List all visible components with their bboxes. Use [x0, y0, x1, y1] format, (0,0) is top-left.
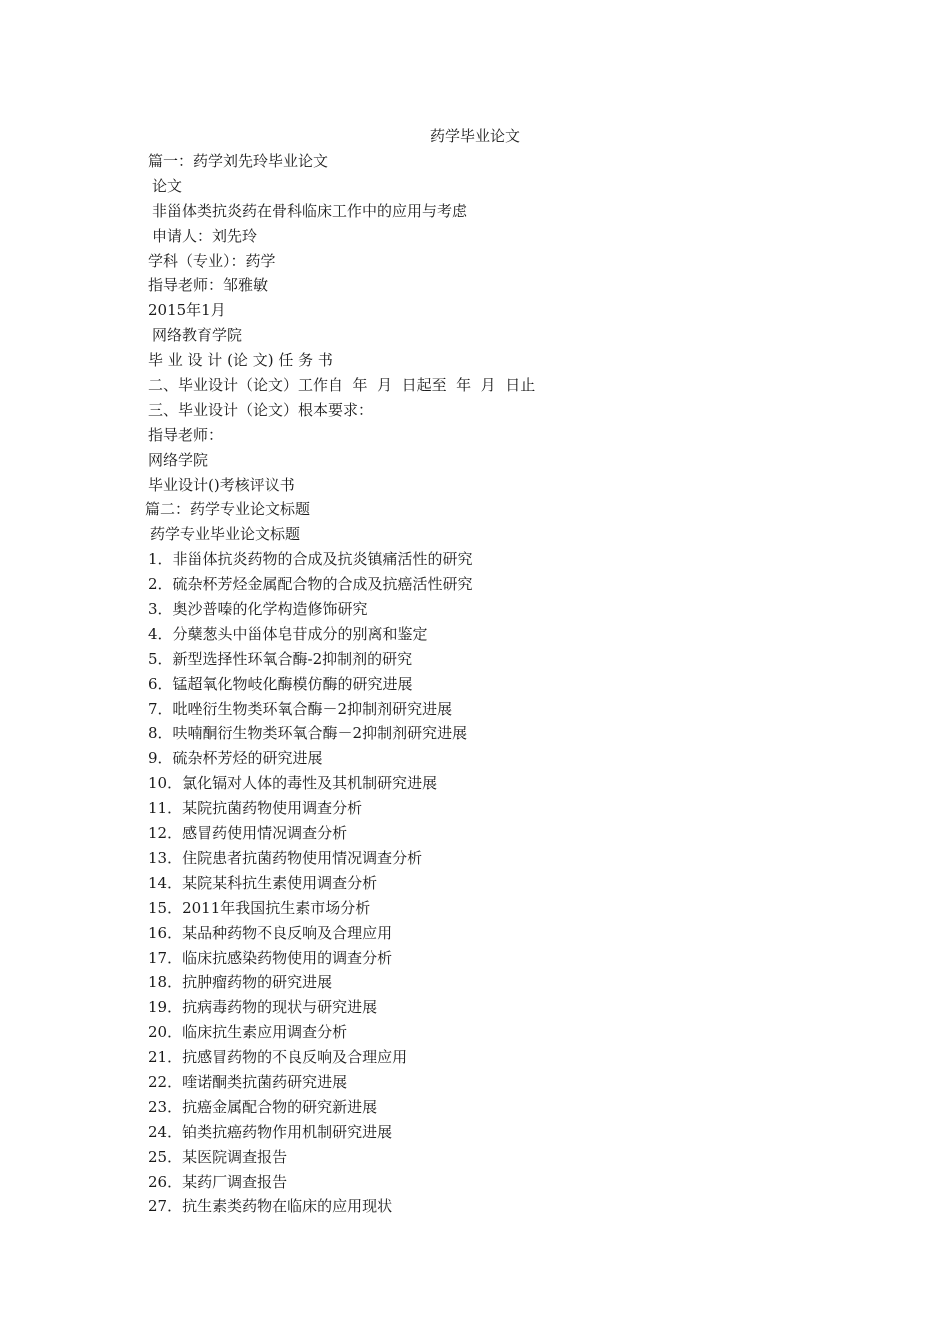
list-item: 13．住院患者抗菌药物使用情况调查分析	[148, 848, 423, 867]
list-heading: 药学专业毕业论文标题	[150, 525, 301, 544]
document-title-text: 药学毕业论文	[429, 127, 520, 145]
college-line: 网络教育学院	[152, 326, 243, 345]
list-item: 26．某药厂调查报告	[148, 1172, 288, 1191]
applicant-line: 申请人：刘先玲	[152, 226, 258, 245]
subject-line: 学科（专业）：药学	[148, 251, 276, 270]
section-heading-1: 篇一：药学刘先玲毕业论文	[148, 152, 329, 170]
task-book-heading: 毕 业 设 计 (论 文) 任 务 书	[148, 351, 333, 370]
list-item: 22．喹诺酮类抗菌药研究进展	[148, 1072, 348, 1091]
list-item: 15．2011年我国抗生素市场分析	[148, 898, 371, 917]
thesis-title: 非甾体类抗炎药在骨科临床工作中的应用与考虑	[152, 201, 468, 220]
document-body	[145, 151, 848, 1221]
text-line: 网络学院	[148, 450, 209, 469]
text-line: 毕业设计()考核评议书	[148, 475, 295, 494]
list-item: 18．抗肿瘤药物的研究进展	[148, 973, 333, 992]
date-line: 2015年1月	[148, 301, 226, 320]
list-item: 12．感冒药使用情况调查分析	[148, 824, 348, 843]
list-item: 27．抗生素类药物在临床的应用现状	[148, 1197, 393, 1216]
list-item: 17．临床抗感染药物使用的调查分析	[148, 948, 393, 967]
list-item: 23．抗癌金属配合物的研究新进展	[148, 1097, 378, 1116]
list-item: 21．抗感冒药物的不良反响及合理应用	[148, 1048, 408, 1067]
list-item: 24．铂类抗癌药物作用机制研究进展	[148, 1122, 393, 1141]
list-item: 3．奥沙普嗪的化学构造修饰研究	[148, 600, 368, 619]
advisor-line: 指导老师：邹雅敏	[148, 276, 269, 295]
text-line: 二、毕业设计（论文）工作自 年 月 日起至 年 月 日止	[148, 376, 536, 395]
list-item: 2．硫杂杯芳烃金属配合物的合成及抗癌活性研究	[148, 575, 473, 594]
list-item: 5．新型选择性环氧合酶-2抑制剂的研究	[148, 649, 413, 668]
list-item: 11．某院抗菌药物使用调查分析	[148, 799, 363, 818]
list-item: 6．锰超氧化物岐化酶模仿酶的研究进展	[148, 674, 413, 693]
list-item: 1．非甾体抗炎药物的合成及抗炎镇痛活性的研究	[148, 550, 473, 569]
list-item: 8．呋喃酮衍生物类环氧合酶－2抑制剂研究进展	[148, 724, 468, 743]
list-item: 7．吡唑衍生物类环氧合酶－2抑制剂研究进展	[148, 699, 453, 718]
list-item: 25．某医院调查报告	[148, 1147, 288, 1166]
list-item: 10．氯化镉对人体的毒性及其机制研究进展	[148, 774, 438, 793]
section-heading-2: 篇二：药学专业论文标题	[145, 500, 311, 519]
text-line: 指导老师：	[148, 425, 224, 444]
document-title	[0, 126, 950, 146]
list-item: 16．某品种药物不良反响及合理应用	[148, 923, 393, 942]
list-item: 9．硫杂杯芳烃的研究进展	[148, 749, 323, 768]
list-item: 19．抗病毒药物的现状与研究进展	[148, 998, 378, 1017]
text-line: 论文	[152, 176, 183, 195]
text-line: 三、毕业设计（论文）根本要求：	[148, 400, 374, 419]
list-item: 4．分蘖葱头中甾体皂苷成分的别离和鉴定	[148, 624, 428, 643]
list-item: 20．临床抗生素应用调查分析	[148, 1023, 348, 1042]
list-item: 14．某院某科抗生素使用调查分析	[148, 873, 378, 892]
